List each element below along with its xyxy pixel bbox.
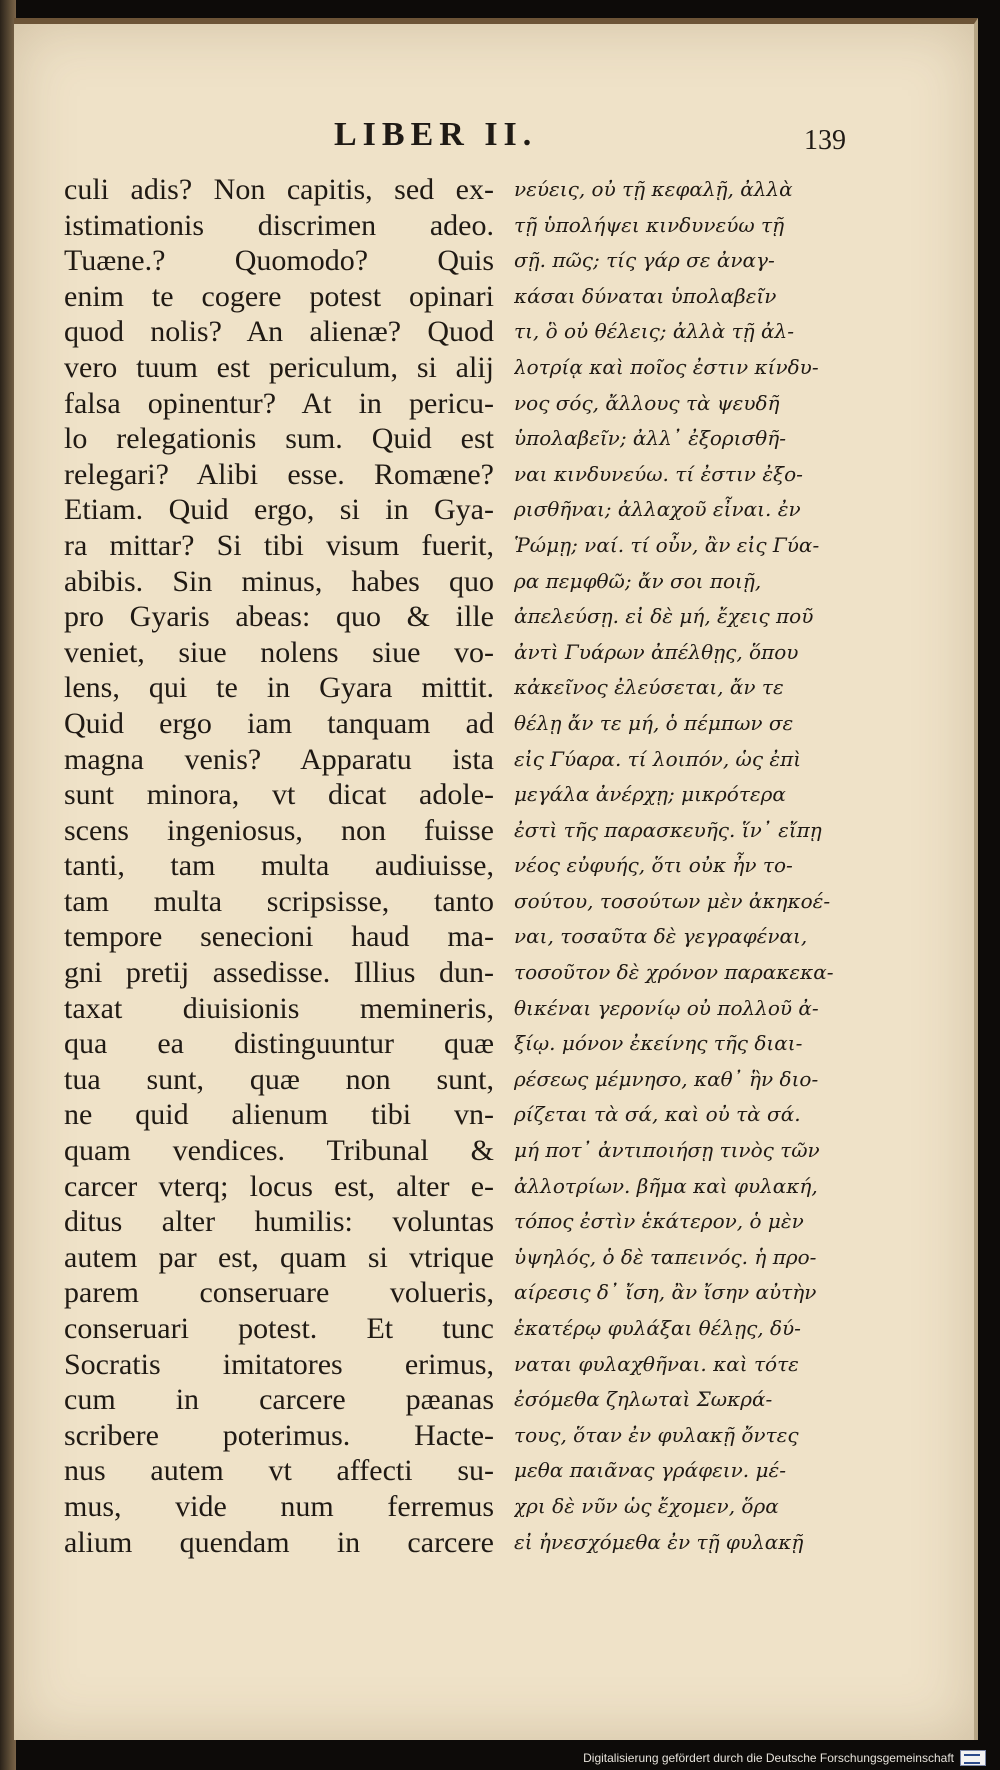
latin-text-line: vero tuum est periculum, si alij bbox=[64, 350, 494, 384]
greek-text-line: ρα πεμφθῶ; ἄν σοι ποιῇ, bbox=[514, 568, 762, 593]
greek-text-line: κἀκεῖνος ἐλεύσεται, ἄν τε bbox=[514, 675, 784, 700]
latin-text-line: relegari? Alibi esse. Romæne? bbox=[64, 457, 494, 491]
greek-text-line: ἀλλοτρίων. βῆμα καὶ φυλακή, bbox=[514, 1173, 818, 1198]
greek-text-line: ρέσεως μέμνησο, καθ᾽ ἣν διο- bbox=[514, 1066, 819, 1091]
latin-text-line: ra mittar? Si tibi visum fuerit, bbox=[64, 528, 494, 562]
greek-text-line: ἑκατέρῳ φυλάξαι θέλῃς, δύ- bbox=[514, 1316, 801, 1340]
latin-text-line: veniet, siue nolens siue vo- bbox=[64, 635, 494, 669]
greek-text-line: μεθα παιᾶνας γράφειν. μέ- bbox=[514, 1458, 787, 1483]
latin-text-line: Socratis imitatores erimus, bbox=[64, 1347, 494, 1381]
book-page bbox=[14, 18, 978, 1740]
latin-text-line: nus autem vt affecti su- bbox=[64, 1454, 494, 1488]
greek-text-line: χρι δὲ νῦν ὡς ἔχομεν, ὅρα bbox=[514, 1493, 779, 1518]
latin-text-line: gni pretij assedisse. Illius dun- bbox=[64, 956, 494, 990]
latin-text-line: conseruari potest. Et tunc bbox=[64, 1312, 494, 1345]
greek-text-line: ρισθῆναι; ἀλλαχοῦ εἶναι. ἐν bbox=[514, 497, 801, 522]
greek-text-line: ναι, τοσαῦτα δὲ γεγραφέναι, bbox=[514, 924, 808, 949]
greek-text-line: τοσοῦτον δὲ χρόνον παρακεκα- bbox=[514, 960, 834, 985]
greek-text-line: ξίῳ. μόνον ἐκείνης τῆς διαι- bbox=[514, 1031, 803, 1056]
latin-text-column bbox=[64, 172, 494, 1560]
greek-text-column bbox=[514, 172, 876, 1560]
latin-text-line: culi adis? Non capitis, sed ex- bbox=[64, 173, 494, 206]
greek-text-line: σῇ. πῶς; τίς γάρ σε ἀναγ- bbox=[514, 248, 775, 273]
greek-text-line: ἀπελεύσῃ. εἰ δὲ μή, ἔχεις ποῦ bbox=[514, 604, 814, 629]
greek-text-line: σούτου, τοσούτων μὲν ἀκηκοέ- bbox=[514, 888, 831, 913]
greek-text-line: τι, ὃ οὐ θέλεις; ἀλλὰ τῇ ἀλ- bbox=[514, 319, 794, 344]
credit-text: Digitalisierung gefördert durch die Deutsche Forschungsgemeinschaft bbox=[583, 1751, 954, 1765]
greek-text-line: εἰς Γύαρα. τί λοιπόν, ὡς ἐπὶ bbox=[514, 746, 802, 771]
latin-text-line: Tuæne.? Quomodo? Quis bbox=[64, 244, 494, 278]
latin-text-line: quam vendices. Tribunal & bbox=[64, 1134, 494, 1168]
greek-text-line: Ῥώμῃ; ναί. τί οὖν, ἂν εἰς Γύα- bbox=[514, 532, 820, 557]
latin-text-line: Etiam. Quid ergo, si in Gya- bbox=[64, 493, 494, 527]
latin-text-line: taxat diuisionis memineris, bbox=[64, 991, 494, 1025]
greek-text-line: τους, ὅταν ἐν φυλακῇ ὄντες bbox=[514, 1422, 799, 1447]
latin-text-line: Quid ergo iam tanquam ad bbox=[64, 706, 494, 740]
digitization-credit bbox=[583, 1750, 986, 1766]
latin-text-line: abibis. Sin minus, habes quo bbox=[64, 564, 494, 598]
greek-text-line: ὑπολαβεῖν; ἀλλ᾽ ἐξορισθῆ- bbox=[514, 426, 786, 451]
greek-text-line: κάσαι δύναται ὑπολαβεῖν bbox=[514, 283, 777, 308]
latin-text-line: magna venis? Apparatu ista bbox=[64, 742, 494, 776]
greek-text-line: μή ποτ᾽ ἀντιποιήσῃ τινὸς τῶν bbox=[514, 1138, 820, 1163]
greek-text-line: ὑψηλός, ὁ δὲ ταπεινός. ἡ προ- bbox=[514, 1244, 817, 1269]
latin-text-line: scens ingeniosus, non fuisse bbox=[64, 813, 494, 847]
greek-text-line: θικέναι γερονίῳ οὐ πολλοῦ ἀ- bbox=[514, 995, 819, 1020]
latin-text-line: tua sunt, quæ non sunt, bbox=[64, 1062, 494, 1096]
page-number: 139 bbox=[804, 125, 846, 156]
latin-text-line: alium quendam in carcere bbox=[64, 1525, 494, 1559]
greek-text-line: τῇ ὑπολήψει κινδυνεύω τῇ bbox=[514, 212, 785, 237]
latin-text-line: sunt minora, vt dicat adole- bbox=[64, 778, 494, 812]
latin-text-line: enim te cogere potest opinari bbox=[64, 279, 494, 313]
latin-text-line: cum in carcere pæanas bbox=[64, 1383, 494, 1417]
greek-text-line: νεύεις, οὐ τῇ κεφαλῇ, ἀλλὰ bbox=[514, 177, 793, 201]
greek-text-line: ρίζεται τὰ σά, καὶ οὐ τὰ σά. bbox=[514, 1102, 801, 1127]
latin-text-line: tempore senecioni haud ma- bbox=[64, 920, 494, 954]
latin-text-line: mus, vide num ferremus bbox=[64, 1489, 494, 1523]
latin-text-line: scribere poterimus. Hacte- bbox=[64, 1418, 494, 1452]
running-head-title: LIBER II. bbox=[334, 116, 538, 153]
greek-text-line: ἐστὶ τῆς παρασκευῆς. ἵν᾽ εἴπῃ bbox=[514, 817, 822, 842]
latin-text-line: quod nolis? An alienæ? Quod bbox=[64, 315, 494, 349]
greek-text-line: λοτρίᾳ καὶ ποῖος ἐστιν κίνδυ- bbox=[514, 354, 819, 379]
latin-text-line: falsa opinentur? At in pericu- bbox=[64, 386, 494, 420]
greek-text-line: θέλῃ ἄν τε μή, ὁ πέμπων σε bbox=[514, 710, 794, 735]
greek-text-line: ἐσόμεθα ζηλωταὶ Σωκρά- bbox=[514, 1387, 773, 1412]
latin-text-line: pro Gyaris abeas: quo & ille bbox=[64, 600, 494, 634]
latin-text-line: lens, qui te in Gyara mittit. bbox=[64, 671, 494, 705]
latin-text-line: ne quid alienum tibi vn- bbox=[64, 1098, 494, 1132]
latin-text-line: qua ea distinguuntur quæ bbox=[64, 1027, 494, 1061]
greek-text-line: ναι κινδυνεύω. τί ἐστιν ἐξο- bbox=[514, 461, 803, 486]
latin-text-line: lo relegationis sum. Quid est bbox=[64, 422, 494, 456]
greek-text-line: μεγάλα ἀνέρχῃ; μικρότερα bbox=[514, 782, 786, 807]
latin-text-line: tanti, tam multa audiuisse, bbox=[64, 849, 494, 883]
greek-text-line: τόπος ἐστὶν ἑκάτερον, ὁ μὲν bbox=[514, 1209, 804, 1234]
greek-text-line: νος σός, ἄλλους τὰ ψευδῆ bbox=[514, 390, 780, 415]
latin-text-line: tam multa scripsisse, tanto bbox=[64, 884, 494, 918]
dfg-logo-icon bbox=[960, 1750, 986, 1766]
greek-text-line: νέος εὐφυής, ὅτι οὐκ ἦν το- bbox=[514, 853, 793, 878]
latin-text-line: ditus alter humilis: voluntas bbox=[64, 1205, 494, 1239]
latin-text-line: carcer vterq; locus est, alter e- bbox=[64, 1169, 494, 1203]
greek-text-line: αίρεσις δ᾽ ἴση, ἂν ἴσην αὐτὴν bbox=[514, 1280, 817, 1305]
latin-text-line: parem conseruare volueris, bbox=[64, 1276, 494, 1310]
latin-text-line: autem par est, quam si vtrique bbox=[64, 1240, 494, 1274]
greek-text-line: εἰ ἠνεσχόμεθα ἐν τῇ φυλακῇ bbox=[514, 1529, 804, 1554]
latin-text-line: istimationis discrimen adeo. bbox=[64, 208, 494, 242]
greek-text-line: ναται φυλαχθῆναι. καὶ τότε bbox=[514, 1351, 799, 1376]
greek-text-line: ἀντὶ Γυάρων ἀπέλθῃς, ὅπου bbox=[514, 639, 799, 664]
